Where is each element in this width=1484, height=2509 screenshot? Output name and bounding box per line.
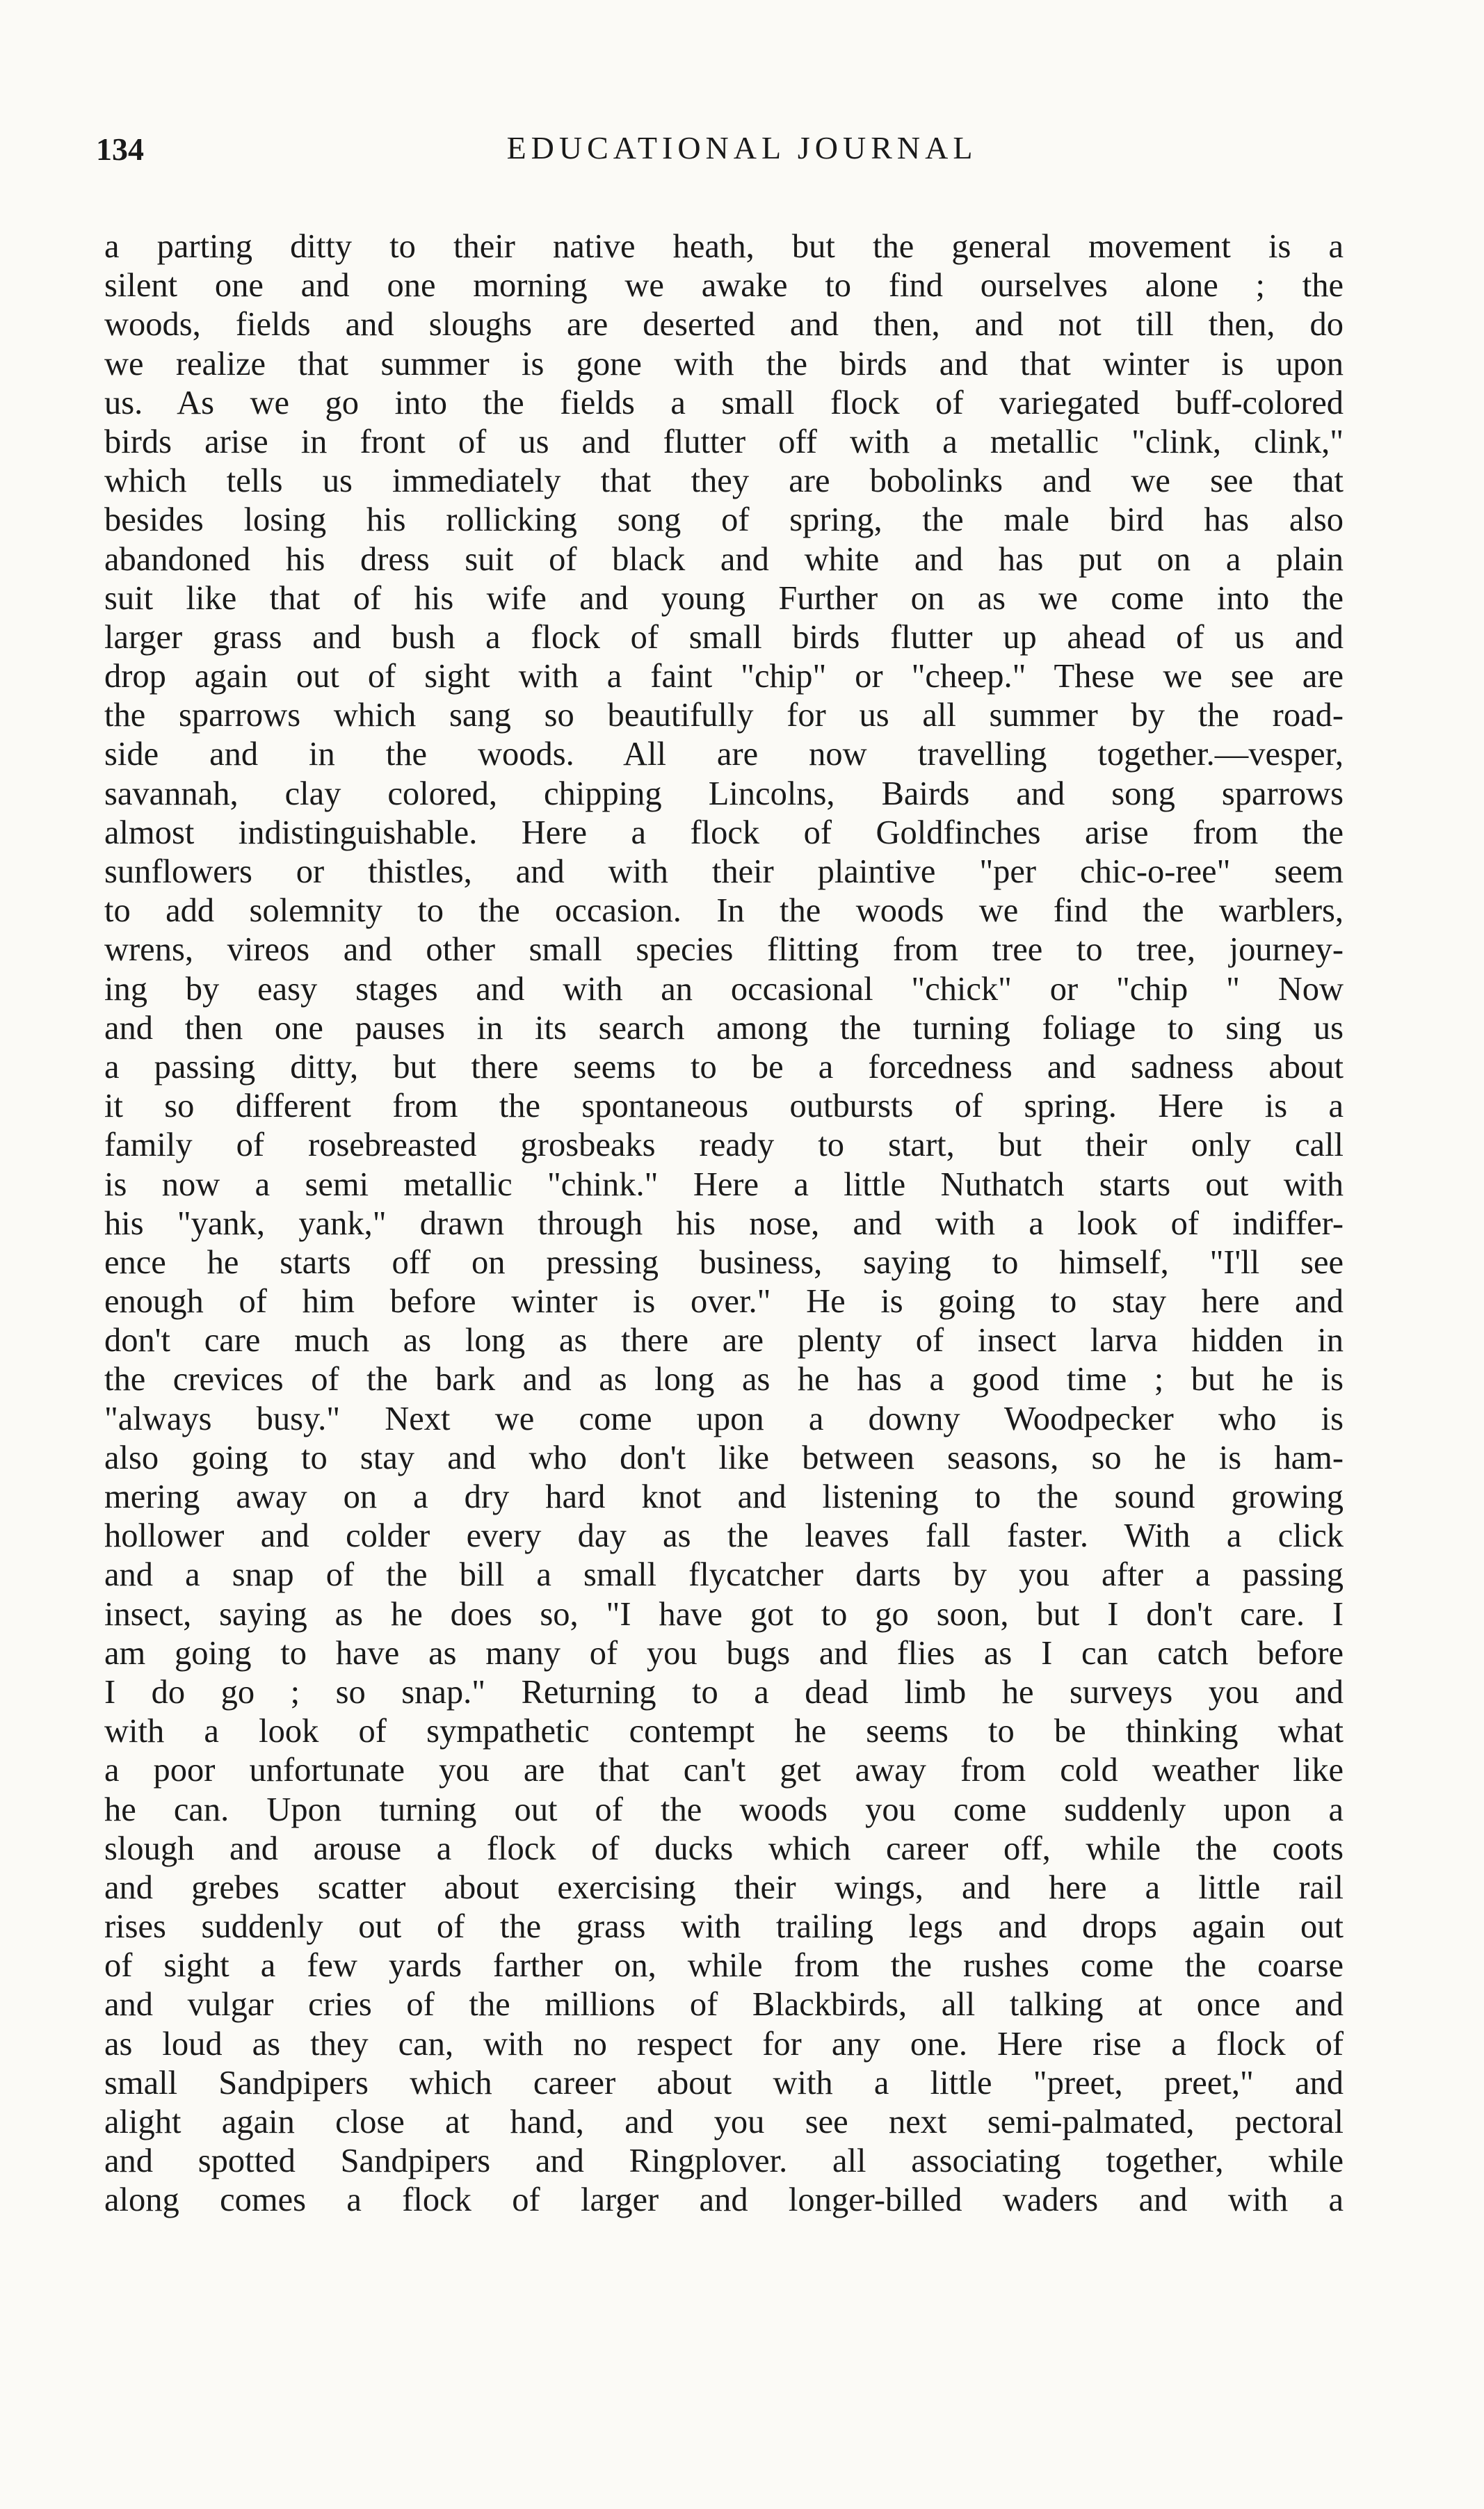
text-line: wrens, vireos and other small species flitting from tree to tree, journey- [104, 931, 1344, 969]
text-line: abandoned his dress suit of black and white and has put on a plain [104, 540, 1344, 578]
running-title: EDUCATIONAL JOURNAL [506, 130, 978, 166]
text-line: savannah, clay colored, chipping Lincolns, Bairds and song sparrows [104, 775, 1344, 812]
text-line: the crevices of the bark and as long as he has a good time ; but he is [104, 1361, 1344, 1398]
text-line: is now a semi metallic "chink." Here a little Nuthatch starts out with [104, 1165, 1344, 1203]
text-line: with a look of sympathetic contempt he seems to be thinking what [104, 1713, 1344, 1750]
text-line: of sight a few yards farther on, while from the rushes come the coarse [104, 1947, 1344, 1985]
text-line: mering away on a dry hard knot and listening to the sound growing [104, 1478, 1344, 1515]
text-line: enough of him before winter is over." He is going to stay here and [104, 1283, 1344, 1321]
text-line: us. As we go into the fields a small flock of variegated buff-colored [104, 384, 1344, 421]
text-line: rises suddenly out of the grass with trailing legs and drops again out [104, 1908, 1344, 1946]
text-line: alight again close at hand, and you see next semi-palmated, pectoral [104, 2104, 1344, 2140]
text-line: it so different from the spontaneous outbursts of spring. Here is a [104, 1088, 1344, 1125]
text-line: ence he starts off on pressing business, saying to himself, "I'll see [104, 1243, 1344, 1281]
text-line: ing by easy stages and with an occasional "chick" or "chip " Now [104, 970, 1344, 1008]
text-line: as loud as they can, with no respect for any one. Here rise a flock of [104, 2025, 1344, 2063]
text-line: the sparrows which sang so beautifully for us all summer by the road- [104, 697, 1344, 734]
text-line: am going to have as many of you bugs and flies as I can catch before [104, 1634, 1344, 1672]
text-line: insect, saying as he does so, "I have got to go soon, but I don't care. I [104, 1595, 1344, 1633]
text-line: also going to stay and who don't like between seasons, so he is ham- [104, 1439, 1344, 1476]
text-line: birds arise in front of us and flutter off with a metallic "clink, clink," [104, 423, 1344, 460]
text-line: a passing ditty, but there seems to be a forcedness and sadness about [104, 1048, 1344, 1086]
page-number: 134 [96, 131, 144, 167]
text-line: besides losing his rollicking song of spring, the male bird has also [104, 501, 1344, 539]
text-line: slough and arouse a flock of ducks which career off, while the coots [104, 1830, 1344, 1867]
text-line: which tells us immediately that they are bobolinks and we see that [104, 462, 1344, 500]
article-body [104, 227, 1344, 2220]
text-line: woods, fields and sloughs are deserted and then, and not till then, do [104, 306, 1344, 344]
text-line: and spotted Sandpipers and Ringplover. all associating together, while [104, 2143, 1344, 2180]
text-line: a poor unfortunate you are that can't get away from cold weather like [104, 1752, 1344, 1789]
text-line: a parting ditty to their native heath, but the general movement is a [104, 228, 1344, 265]
text-line: he can. Upon turning out of the woods you come suddenly upon a [104, 1791, 1344, 1828]
text-line: and vulgar cries of the millions of Blackbirds, all talking at once and [104, 1986, 1344, 2024]
text-line: we realize that summer is gone with the birds and that winter is upon [104, 345, 1344, 382]
text-line: to add solemnity to the occasion. In the woods we find the warblers, [104, 892, 1344, 930]
text-line: and a snap of the bill a small flycatcher darts by you after a passing [104, 1556, 1344, 1594]
text-line: family of rosebreasted grosbeaks ready to start, but their only call [104, 1127, 1344, 1164]
text-line: silent one and one morning we awake to find ourselves alone ; the [104, 267, 1344, 305]
text-line: I do go ; so snap." Returning to a dead limb he surveys you and [104, 1673, 1344, 1711]
text-line: and grebes scatter about exercising their wings, and here a little rail [104, 1869, 1344, 1906]
text-line: his "yank, yank," drawn through his nose, and with a look of indiffer- [104, 1204, 1344, 1242]
text-line: sunflowers or thistles, and with their plaintive "per chic-o-ree" seem [104, 853, 1344, 890]
text-line: side and in the woods. All are now travelling together.—vesper, [104, 736, 1344, 773]
text-line: drop again out of sight with a faint "chip" or "cheep." These we see are [104, 658, 1344, 695]
text-line: and then one pauses in its search among the turning foliage to sing us [104, 1009, 1344, 1047]
text-line: don't care much as long as there are plenty of insect larva hidden in [104, 1322, 1344, 1360]
text-line: "always busy." Next we come upon a downy Woodpecker who is [104, 1400, 1344, 1437]
text-line: along comes a flock of larger and longer-billed waders and with a [104, 2181, 1344, 2219]
text-line: hollower and colder every day as the leaves fall faster. With a click [104, 1517, 1344, 1555]
text-line: larger grass and bush a flock of small birds flutter up ahead of us and [104, 618, 1344, 656]
text-line: small Sandpipers which career about with a little "preet, preet," and [104, 2064, 1344, 2101]
text-line: almost indistinguishable. Here a flock of Goldfinches arise from the [104, 814, 1344, 851]
text-line: suit like that of his wife and young Further on as we come into the [104, 579, 1344, 617]
